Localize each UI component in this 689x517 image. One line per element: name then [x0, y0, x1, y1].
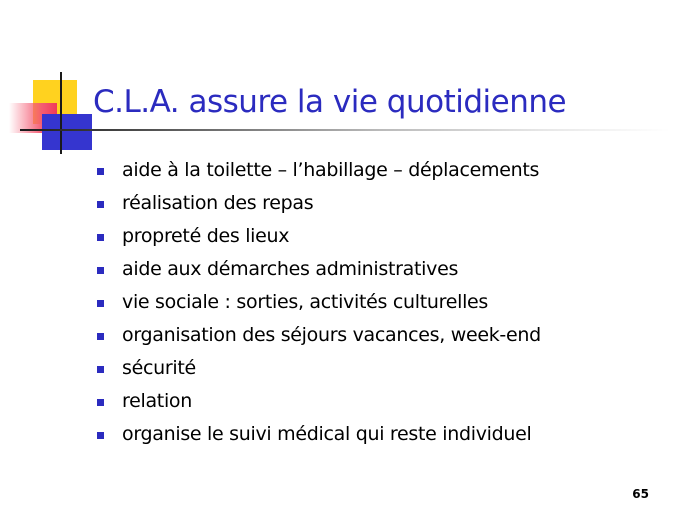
bullet-square-icon	[97, 399, 104, 406]
bullet-text: vie sociale : sorties, activités culturelles	[122, 291, 489, 313]
bullet-square-icon	[97, 267, 104, 274]
bullet-text: aide à la toilette – l’habillage – déplacements	[122, 159, 540, 181]
bullet-item	[94, 288, 541, 321]
bullet-text: propreté des lieux	[122, 225, 290, 247]
bullet-item	[94, 189, 541, 222]
bullet-square-icon	[97, 201, 104, 208]
bullet-item	[94, 321, 541, 354]
bullet-item	[94, 420, 541, 453]
bullet-square-icon	[97, 300, 104, 307]
bullet-text: organise le suivi médical qui reste individuel	[122, 423, 532, 445]
bullet-item	[94, 387, 541, 420]
bullet-square-icon	[97, 333, 104, 340]
decoration-blue-square	[42, 114, 92, 150]
bullet-text: organisation des séjours vacances, week-end	[122, 324, 541, 346]
bullet-text: aide aux démarches administratives	[122, 258, 459, 280]
bullet-text: relation	[122, 390, 193, 412]
bullet-list	[94, 156, 541, 453]
bullet-item	[94, 156, 541, 189]
decoration-vertical-line	[60, 72, 62, 154]
bullet-square-icon	[97, 432, 104, 439]
slide-title: C.L.A. assure la vie quotidienne	[93, 84, 567, 120]
bullet-item	[94, 255, 541, 288]
bullet-text: réalisation des repas	[122, 192, 314, 214]
bullet-square-icon	[97, 366, 104, 373]
bullet-square-icon	[97, 168, 104, 175]
bullet-text: sécurité	[122, 357, 196, 379]
page-number: 65	[632, 487, 649, 501]
title-underline	[20, 129, 670, 131]
bullet-item	[94, 354, 541, 387]
bullet-square-icon	[97, 234, 104, 241]
bullet-item	[94, 222, 541, 255]
